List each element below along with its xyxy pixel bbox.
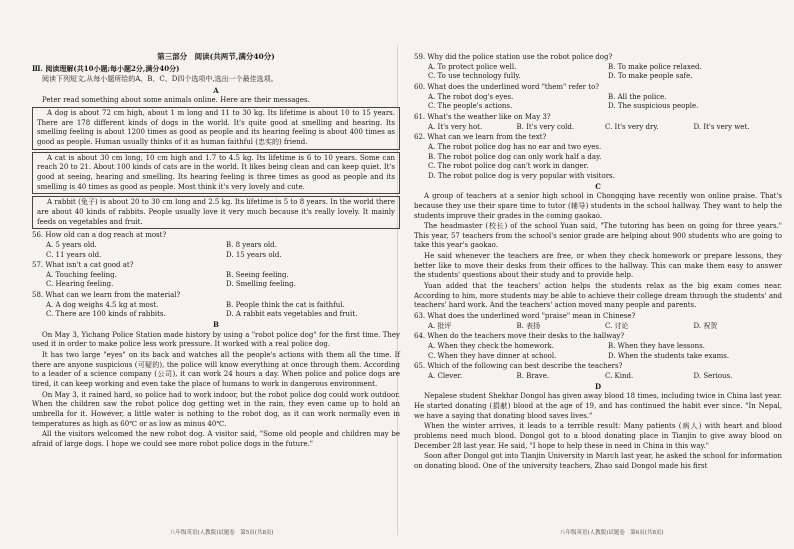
option: B. To make police relaxed. (608, 62, 702, 71)
option: A. 批评 (428, 321, 452, 330)
passage-c-p4: Yuan added that the teachers' action helps the students relax as the big exam comes near. According to him, more students may be able to achieve their college dream through the students' and teachers' hard work. And the teachers' action moved many people and parents. (414, 282, 782, 310)
dog-text: A dog is about 72 cm high, about 1 m long and 11 to 30 kg. Its lifetime is about 10 to 15 years. There are 178 different kinds of dogs in the world. It's quite good at smelling and hearing. Its smelling feeling is about 1200 times as good as people and its hearing feeling is about 400 times as good as people. Human usually thinks of it as human faithful (忠实的) friend. (37, 108, 395, 146)
left-page (32, 52, 400, 451)
question-61: 61. What's the weather like on May 3? (414, 112, 551, 121)
rabbit-text: A rabbit (兔子) is about 20 to 30 cm long and 2.5 kg. Its lifetime is 5 to 8 years. In the world there are about 40 kinds of rabbits. People usually love it very much because it's really lovely. It mainly feeds on vegetables and fruit. (37, 198, 395, 226)
option: B. All the police. (608, 92, 667, 101)
option: A. 5 years old. (46, 240, 97, 249)
passage-c-p3: He said whenever the teachers are free, or when they check homework or prepare lessons, they better like to move their desks from their offices to the hallway. This can make them easy to answer the students' questions about their study and to provide help. (414, 252, 782, 280)
passage-a-label: A (213, 85, 219, 95)
option: B. 8 years old. (226, 240, 277, 249)
option: A. The robot dog's eyes. (428, 92, 514, 101)
question-63-options (414, 322, 782, 332)
question-61-options (414, 123, 782, 133)
option: D. It's very wet. (693, 122, 750, 131)
option: D. 15 years old. (226, 250, 282, 259)
option: D. Serious. (693, 372, 733, 380)
question-64-options (414, 342, 782, 361)
dog-box (32, 107, 400, 150)
option: A. When they check the homework. (428, 342, 554, 351)
passage-c-p2: The headmaster (校长) of the school Yuan said, "The tutoring has been on going for three years." This year, 57 teachers from the school's senior grade are helping about 900 students who are going to take this year's gaokao. (414, 222, 782, 250)
question-65: 65. Which of the following can best describe the teachers? (414, 362, 623, 371)
option: B. Brave. (516, 372, 550, 380)
question-63: 63. What does the underlined word "praise" mean in Chinese? (414, 312, 636, 321)
option: C. Hearing feeling. (46, 280, 114, 289)
option: A. It's very hot. (428, 122, 483, 131)
option: A. A dog weighs 4.5 kg at most. (46, 300, 159, 309)
question-60-options (414, 93, 782, 112)
option: C. To use technology fully. (428, 72, 521, 81)
option: D. A rabbit eats vegetables and fruit. (226, 310, 358, 319)
option: A. Clever. (428, 372, 463, 380)
option: D. When the students take exams. (608, 351, 730, 360)
option: C. There are 100 kinds of rabbits. (46, 310, 166, 319)
passage-d-p2: When the winter arrives, it leads to a terrible result: Many patients (病人) with heart and blood problems need much blood. Dongol got to a blood donating place in Tianjin to give away blood on December 28 last year. He said, "I hope to help these in need in China in this way." (414, 422, 782, 450)
option: D. The robot police dog is very popular with visitors. (428, 171, 615, 180)
question-57-options (32, 271, 400, 290)
option: A. The robot police dog has no ear and two eyes. (428, 142, 602, 151)
question-58-options (32, 301, 400, 320)
option: D. Smelling feeling. (226, 280, 296, 289)
question-65-options (414, 372, 782, 382)
passage-a-intro: Peter read something about some animals online. Here are their messages. (42, 96, 310, 105)
section-heading: Ⅲ. 阅读理解(共10小题;每小题2分,满分40分) (32, 64, 180, 74)
question-59: 59. Why did the police station use the robot police dog? (414, 53, 613, 61)
option: B. Seeing feeling. (226, 270, 289, 279)
question-59-options (414, 63, 782, 82)
section-title: 第三部分 阅读(共两节,满分40分) (157, 52, 275, 61)
question-64: 64. When do the teachers move their desks to the hallway? (414, 332, 625, 341)
option: D. To make people safe. (608, 72, 693, 81)
option: B. It's very cold. (516, 122, 575, 131)
option: B. When they have lessons. (608, 342, 705, 351)
passage-b-p4: All the visitors welcomed the new robot dog. A visitor said, "Some old people and children may be afraid of large dogs. I hope we could see more robot police dogs in the future." (32, 430, 400, 448)
question-60: 60. What does the underlined word "them" refer to? (414, 82, 600, 91)
option: A. Touching feeling. (46, 270, 117, 279)
section-instructions: 阅读下列短文,从每小题所给的A、B、C、D四个选项中,选出一个最佳选项。 (42, 75, 278, 83)
question-58: 58. What can we learn from the material? (32, 291, 181, 300)
option: B. People think the cat is faithful. (226, 300, 345, 309)
passage-d-p3: Soon after Dongol got into Tianjin University in March last year, he asked the school for information on donating blood. One of the university teachers, Zhao said Dongol made his first (414, 452, 782, 470)
option: B. 表扬 (516, 321, 541, 330)
passage-d-p1: Nepalese student Shekhar Dongol has given away blood 18 times, including twice in China last year. He started donating (捐献) blood at the age of 19, and has continued the habit ever since. "In Nepal, we have a saying that donating blood saves lives." (414, 392, 782, 420)
option: C. The people's actions. (428, 102, 513, 111)
option: A. To protect police well. (428, 62, 517, 71)
rabbit-box (32, 196, 400, 229)
right-page (414, 52, 782, 473)
passage-d-label: D (594, 381, 602, 391)
cat-box (32, 152, 400, 195)
passage-b-p1: On May 3, Yichang Police Station made history by using a "robot police dog" for the first time. They used it in order to make police less work pressure. It worked with a real police dog. (32, 330, 400, 349)
option: D. The suspicious people. (608, 102, 699, 111)
option: D. 祝贺 (693, 321, 718, 330)
passage-c-p1: A group of teachers at a senior high school in Chongqing have recently won online praise. That's because they use their spare time to tutor (辅导) students in the school hallway. They want to help the students improve their grades in the coming gaokao. (414, 192, 782, 220)
cat-text: A cat is about 30 cm long, 10 cm high and 1.7 to 4.5 kg. Its lifetime is 6 to 10 years. Some can reach 20 to 21. About 100 kinds of cats are in the world. It likes being clean and can keep quiet. It's good at seeing, hearing and smelling. Its hearing feeling is three times as good as people and its smelling is 40 times as good as people. Most think it's very lovely and cute. (37, 153, 395, 191)
passage-c-label: C (595, 181, 601, 191)
passage-b-p2: It has two large "eyes" on its back and watches all the people's actions with them all the time. If there are anyone suspicious (可疑的), the police will know everything at once through them. According to a leader of a science company (公司), it can work 24 hours a day. When police and police dogs are tired, it can keep working and even take the place of humans to work in dangerous environment. (32, 351, 400, 389)
option: C. The robot police dog can't work in danger. (428, 162, 589, 171)
question-56: 56. How old can a dog reach at most? (32, 231, 167, 240)
option: C. 11 years old. (46, 250, 102, 259)
question-62: 62. What can we learn from the text? (414, 133, 547, 142)
question-56-options (32, 241, 400, 260)
right-footer: 八年级英语(人教版)试题卷 第6页(共8页) (560, 530, 664, 536)
option: C. 讨论 (605, 321, 629, 330)
left-footer: 八年级英语(人教版)试题卷 第5页(共8页) (170, 530, 274, 536)
question-57: 57. What isn't a cat good at? (32, 261, 134, 270)
option: C. It's very dry. (605, 122, 659, 131)
question-62-options (414, 143, 782, 182)
passage-b-p3: On May 3, it rained hard, so police had to work indoor, but the robot police dog could work outdoor. When the children saw the robot police dog getting wet in the rain, they even came up to hold an umbrella for it. However, a little water is nothing to the robot dog, as it can work normally even in temperatures as high as 60℃ or as low as minus 40℃. (32, 390, 400, 428)
option: B. The robot police dog can only work half a day. (428, 152, 602, 161)
passage-b-label: B (213, 320, 219, 330)
option: C. When they have dinner at school. (428, 351, 557, 360)
option: C. Kind. (605, 372, 634, 380)
